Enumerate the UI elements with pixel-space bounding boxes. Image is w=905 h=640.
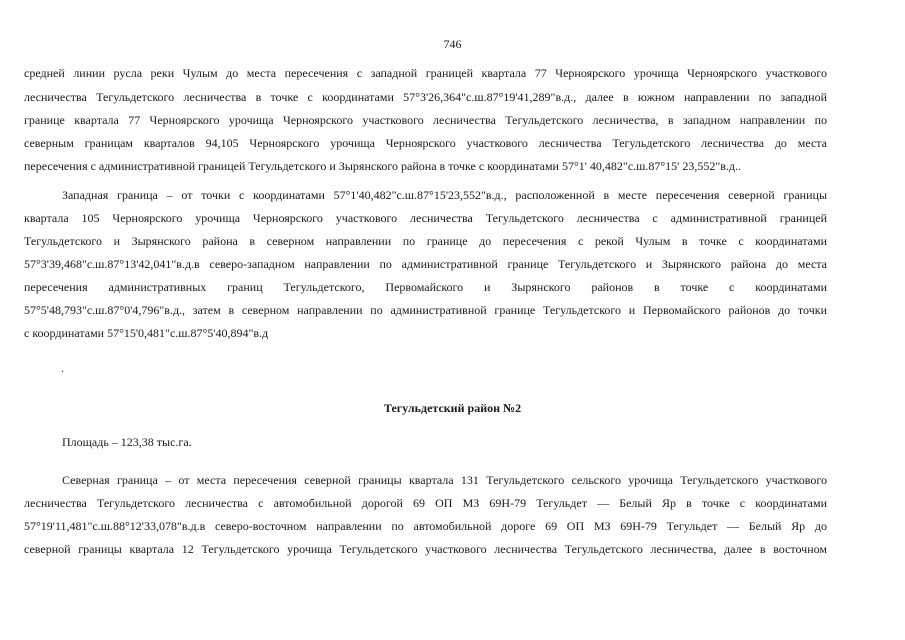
text-line: границе квартала 77 Черноярского урочища Черноярского участкового лесничества Тегульдетского лесничества, в западном направлении по	[24, 113, 827, 127]
text-line: 57°3'39,468"с.ш.87°13'42,041"в.д.в северо-западном направлении по административной границе Тегульдетского и Зырянского района до места	[24, 257, 827, 271]
text-line: пересечения с административной границей Тегульдетского и Зырянского района в точке с координатами 57°1' 40,482"с.ш.87°15' 23,552"в.д..	[24, 159, 742, 173]
text-line: квартала 105 Черноярского урочища Черноярского участкового лесничества Тегульдетского лесничества с административной границей	[24, 211, 827, 225]
text-line: пересечения административных границ Тегульдетского, Первомайского и Зырянского районов в точке с координатами	[24, 280, 827, 294]
text-line: Тегульдетского и Зырянского района в северном направлении по границе до пересечения с рекой Чулым в точке с координатами	[24, 234, 827, 248]
area-line: Площадь – 123,38 тыс.га.	[62, 435, 192, 449]
text-line: Западная граница – от точки с координатами 57°1'40,482"с.ш.87°15'23,552"в.д., расположенной в месте пересечения северной границы	[62, 188, 827, 202]
page-number: 746	[443, 37, 462, 51]
text-line: северным границам кварталов 94,105 Черноярского урочища Черноярского участкового лесничества Тегульдетского лесничества до места	[24, 136, 827, 150]
text-line: с координатами 57°15'0,481"с.ш.87°5'40,894"в.д	[24, 326, 269, 340]
section-title: Тегульдетский район №2	[383, 401, 522, 415]
text-line: средней линии русла реки Чулым до места пересечения с западной границей квартала 77 Черноярского урочища Черноярского участкового	[24, 66, 827, 80]
text-line: 57°19'11,481"с.ш.88°12'33,078"в.д.в северо-восточном направлении по автомобильной дороге 69 ОП МЗ 69Н-79 Тегульдет — Белый Яр до	[24, 519, 827, 533]
text-line: лесничества Тегульдетского лесничества в точке с координатами 57°3'26,364"с.ш.87°19'41,289"в.д., далее в южном направлении по западной	[24, 90, 827, 104]
stray-mark: .	[61, 361, 64, 375]
text-line: лесничества Тегульдетского лесничества с автомобильной дорогой 69 ОП МЗ 69Н-79 Тегульдет — Белый Яр в точке с координатами	[24, 496, 827, 510]
text-line: 57°5'48,793"с.ш.87°0'4,796"в.д., затем в северном направлении по административной границе Тегульдетского и Первомайского районов до точки	[24, 303, 827, 317]
text-line: северной границы квартала 12 Тегульдетского урочища Тегульдетского участкового лесничества Тегульдетского лесничества, далее в восточном	[24, 542, 827, 556]
text-line: Северная граница – от места пересечения северной границы квартала 131 Тегульдетского сельского урочища Тегульдетского участкового	[62, 473, 827, 487]
